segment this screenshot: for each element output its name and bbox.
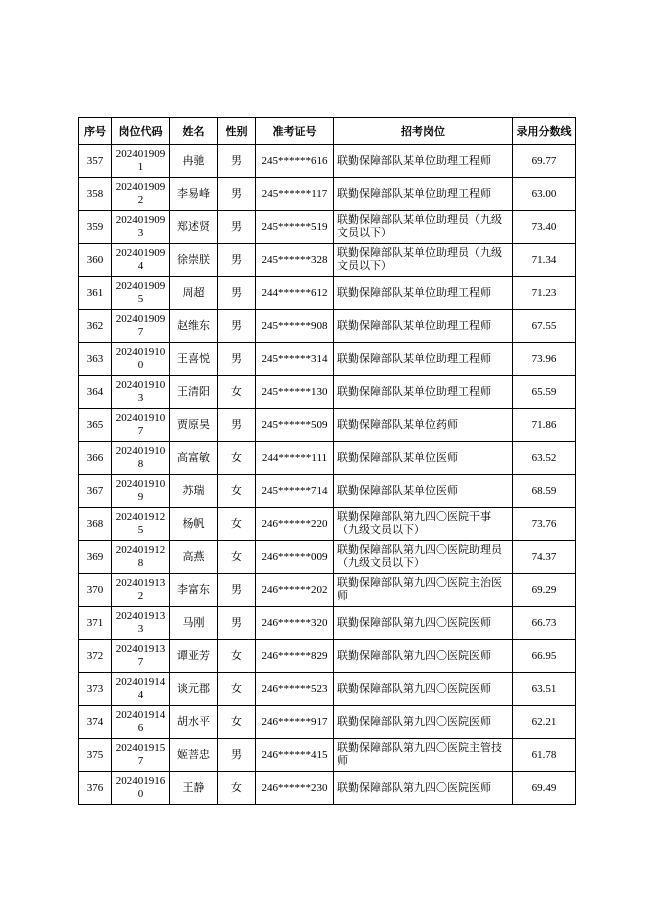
cell-serial-no: 362	[79, 310, 112, 343]
cell-gender: 男	[218, 244, 256, 277]
cell-name: 贾原昊	[170, 409, 218, 442]
cell-gender: 女	[218, 376, 256, 409]
cell-gender: 女	[218, 706, 256, 739]
cell-serial-no: 358	[79, 178, 112, 211]
cell-position: 联勤保障部队某单位助理员（九级文员以下）	[334, 244, 513, 277]
recruitment-score-table	[78, 117, 576, 805]
cell-name: 徐崇朕	[170, 244, 218, 277]
cell-gender: 男	[218, 145, 256, 178]
cell-ticket-no: 246******917	[256, 706, 334, 739]
cell-name: 王清阳	[170, 376, 218, 409]
cell-ticket-no: 245******509	[256, 409, 334, 442]
table-row	[79, 640, 576, 673]
cell-position: 联勤保障部队第九四〇医院医师	[334, 607, 513, 640]
table-row	[79, 145, 576, 178]
table-row	[79, 343, 576, 376]
cell-job-code: 2024019097	[112, 310, 170, 343]
cell-name: 胡水平	[170, 706, 218, 739]
cell-gender: 男	[218, 310, 256, 343]
header-row	[79, 118, 576, 145]
table-row	[79, 178, 576, 211]
cell-serial-no: 363	[79, 343, 112, 376]
table-row	[79, 607, 576, 640]
cell-job-code: 2024019132	[112, 574, 170, 607]
cell-ticket-no: 245******714	[256, 475, 334, 508]
cell-serial-no: 360	[79, 244, 112, 277]
cell-serial-no: 368	[79, 508, 112, 541]
cell-gender: 女	[218, 508, 256, 541]
cell-ticket-no: 244******111	[256, 442, 334, 475]
cell-serial-no: 372	[79, 640, 112, 673]
cell-serial-no: 371	[79, 607, 112, 640]
cell-position: 联勤保障部队某单位助理工程师	[334, 310, 513, 343]
cell-name: 郑述贤	[170, 211, 218, 244]
cell-ticket-no: 245******314	[256, 343, 334, 376]
cell-gender: 女	[218, 640, 256, 673]
cell-name: 李易峰	[170, 178, 218, 211]
cell-job-code: 2024019107	[112, 409, 170, 442]
cell-serial-no: 357	[79, 145, 112, 178]
cell-ticket-no: 245******616	[256, 145, 334, 178]
cell-score-line: 61.78	[513, 739, 576, 772]
table-header	[79, 118, 576, 145]
cell-gender: 男	[218, 178, 256, 211]
cell-score-line: 71.23	[513, 277, 576, 310]
cell-serial-no: 367	[79, 475, 112, 508]
cell-job-code: 2024019137	[112, 640, 170, 673]
cell-score-line: 67.55	[513, 310, 576, 343]
cell-score-line: 74.37	[513, 541, 576, 574]
table-row	[79, 706, 576, 739]
cell-serial-no: 376	[79, 772, 112, 805]
cell-gender: 男	[218, 607, 256, 640]
cell-score-line: 66.95	[513, 640, 576, 673]
cell-position: 联勤保障部队第九四〇医院医师	[334, 772, 513, 805]
header-gender: 性别	[218, 118, 256, 145]
cell-name: 赵维东	[170, 310, 218, 343]
cell-ticket-no: 246******009	[256, 541, 334, 574]
cell-serial-no: 369	[79, 541, 112, 574]
cell-serial-no: 373	[79, 673, 112, 706]
cell-name: 冉驰	[170, 145, 218, 178]
header-job-code: 岗位代码	[112, 118, 170, 145]
cell-ticket-no: 245******328	[256, 244, 334, 277]
cell-score-line: 65.59	[513, 376, 576, 409]
cell-job-code: 2024019103	[112, 376, 170, 409]
cell-job-code: 2024019095	[112, 277, 170, 310]
cell-position: 联勤保障部队某单位助理工程师	[334, 178, 513, 211]
cell-ticket-no: 246******320	[256, 607, 334, 640]
cell-job-code: 2024019108	[112, 442, 170, 475]
cell-gender: 女	[218, 475, 256, 508]
table-row	[79, 442, 576, 475]
cell-position: 联勤保障部队第九四〇医院助理员（九级文员以下）	[334, 541, 513, 574]
header-name: 姓名	[170, 118, 218, 145]
table-row	[79, 376, 576, 409]
cell-score-line: 68.59	[513, 475, 576, 508]
cell-ticket-no: 246******202	[256, 574, 334, 607]
cell-name: 周超	[170, 277, 218, 310]
cell-job-code: 2024019157	[112, 739, 170, 772]
cell-ticket-no: 245******117	[256, 178, 334, 211]
table-row	[79, 409, 576, 442]
cell-score-line: 71.86	[513, 409, 576, 442]
cell-position: 联勤保障部队某单位助理工程师	[334, 145, 513, 178]
cell-ticket-no: 246******415	[256, 739, 334, 772]
cell-name: 马刚	[170, 607, 218, 640]
table-row	[79, 739, 576, 772]
cell-name: 李富东	[170, 574, 218, 607]
header-score-line: 录用分数线	[513, 118, 576, 145]
cell-position: 联勤保障部队第九四〇医院主治医师	[334, 574, 513, 607]
cell-job-code: 2024019092	[112, 178, 170, 211]
header-serial-no: 序号	[79, 118, 112, 145]
cell-name: 杨帆	[170, 508, 218, 541]
cell-job-code: 2024019093	[112, 211, 170, 244]
table-row	[79, 541, 576, 574]
table-row	[79, 277, 576, 310]
cell-job-code: 2024019094	[112, 244, 170, 277]
cell-gender: 男	[218, 574, 256, 607]
cell-ticket-no: 245******908	[256, 310, 334, 343]
cell-gender: 女	[218, 673, 256, 706]
cell-gender: 女	[218, 442, 256, 475]
cell-gender: 女	[218, 541, 256, 574]
cell-ticket-no: 245******130	[256, 376, 334, 409]
table-row	[79, 475, 576, 508]
cell-job-code: 2024019100	[112, 343, 170, 376]
table-row	[79, 772, 576, 805]
cell-job-code: 2024019091	[112, 145, 170, 178]
cell-position: 联勤保障部队第九四〇医院医师	[334, 706, 513, 739]
header-ticket-no: 准考证号	[256, 118, 334, 145]
cell-score-line: 69.29	[513, 574, 576, 607]
cell-name: 姬菩忠	[170, 739, 218, 772]
cell-score-line: 69.77	[513, 145, 576, 178]
cell-serial-no: 359	[79, 211, 112, 244]
cell-ticket-no: 246******523	[256, 673, 334, 706]
cell-score-line: 63.51	[513, 673, 576, 706]
table-row	[79, 574, 576, 607]
cell-name: 高富敏	[170, 442, 218, 475]
cell-job-code: 2024019133	[112, 607, 170, 640]
table-row	[79, 211, 576, 244]
cell-serial-no: 361	[79, 277, 112, 310]
cell-position: 联勤保障部队某单位助理工程师	[334, 376, 513, 409]
table-row	[79, 310, 576, 343]
cell-job-code: 2024019160	[112, 772, 170, 805]
cell-position: 联勤保障部队某单位助理员（九级文员以下）	[334, 211, 513, 244]
cell-serial-no: 366	[79, 442, 112, 475]
cell-job-code: 2024019109	[112, 475, 170, 508]
cell-score-line: 66.73	[513, 607, 576, 640]
cell-serial-no: 364	[79, 376, 112, 409]
cell-gender: 男	[218, 343, 256, 376]
cell-name: 高燕	[170, 541, 218, 574]
table-row	[79, 508, 576, 541]
cell-serial-no: 370	[79, 574, 112, 607]
cell-name: 王静	[170, 772, 218, 805]
table-body	[79, 145, 576, 805]
cell-position: 联勤保障部队第九四〇医院医师	[334, 640, 513, 673]
cell-ticket-no: 245******519	[256, 211, 334, 244]
cell-ticket-no: 246******829	[256, 640, 334, 673]
cell-gender: 男	[218, 277, 256, 310]
cell-gender: 男	[218, 739, 256, 772]
cell-position: 联勤保障部队第九四〇医院医师	[334, 673, 513, 706]
cell-position: 联勤保障部队第九四〇医院干事（九级文员以下）	[334, 508, 513, 541]
cell-job-code: 2024019128	[112, 541, 170, 574]
cell-score-line: 63.00	[513, 178, 576, 211]
cell-job-code: 2024019144	[112, 673, 170, 706]
cell-score-line: 71.34	[513, 244, 576, 277]
header-position: 招考岗位	[334, 118, 513, 145]
cell-name: 谭亚芳	[170, 640, 218, 673]
cell-job-code: 2024019146	[112, 706, 170, 739]
cell-score-line: 62.21	[513, 706, 576, 739]
cell-score-line: 63.52	[513, 442, 576, 475]
cell-gender: 男	[218, 409, 256, 442]
cell-gender: 男	[218, 211, 256, 244]
table-row	[79, 673, 576, 706]
cell-serial-no: 365	[79, 409, 112, 442]
cell-ticket-no: 246******230	[256, 772, 334, 805]
cell-name: 苏瑞	[170, 475, 218, 508]
cell-ticket-no: 244******612	[256, 277, 334, 310]
cell-position: 联勤保障部队某单位助理工程师	[334, 343, 513, 376]
cell-job-code: 2024019125	[112, 508, 170, 541]
cell-position: 联勤保障部队某单位药师	[334, 409, 513, 442]
cell-serial-no: 374	[79, 706, 112, 739]
table-row	[79, 244, 576, 277]
cell-serial-no: 375	[79, 739, 112, 772]
cell-score-line: 69.49	[513, 772, 576, 805]
cell-score-line: 73.40	[513, 211, 576, 244]
cell-position: 联勤保障部队某单位医师	[334, 475, 513, 508]
cell-score-line: 73.96	[513, 343, 576, 376]
cell-score-line: 73.76	[513, 508, 576, 541]
cell-ticket-no: 246******220	[256, 508, 334, 541]
cell-position: 联勤保障部队某单位助理工程师	[334, 277, 513, 310]
cell-position: 联勤保障部队第九四〇医院主管技师	[334, 739, 513, 772]
cell-gender: 女	[218, 772, 256, 805]
cell-name: 王喜悦	[170, 343, 218, 376]
cell-name: 谈元郡	[170, 673, 218, 706]
cell-position: 联勤保障部队某单位医师	[334, 442, 513, 475]
